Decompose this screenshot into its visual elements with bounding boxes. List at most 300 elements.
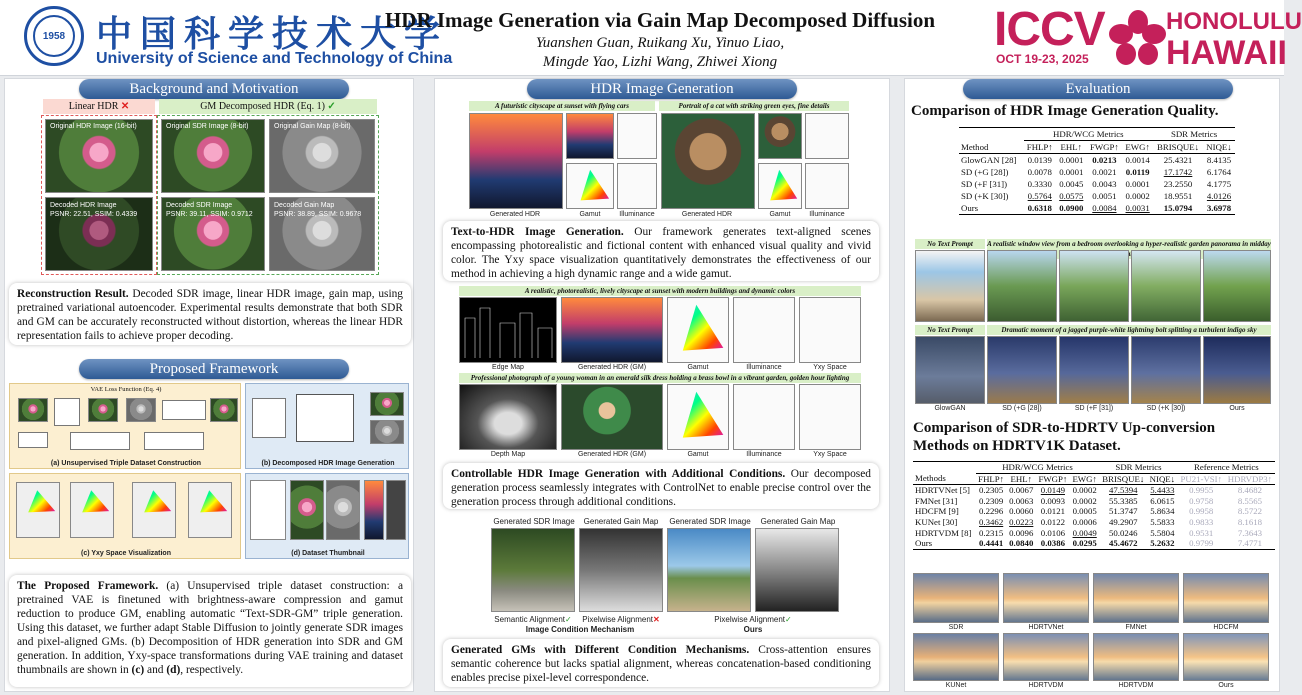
section-header-framework: Proposed Framework bbox=[79, 359, 349, 379]
label-illuminance-1: Illuminance bbox=[619, 211, 655, 218]
t1-group-hdr: HDR/WCG Metrics bbox=[1024, 128, 1154, 141]
t2-col-hdrvdp: HDRVDP3↑ bbox=[1227, 473, 1273, 484]
t1-cell: 6.1764 bbox=[1206, 167, 1232, 177]
yxy-plot-cat bbox=[805, 113, 849, 159]
prompt-window: A realistic window view from a bedroom overlooking a hyper-realistic garden panorama in midday bbox=[987, 239, 1271, 259]
t1-cell: 0.0078 bbox=[1027, 167, 1052, 177]
t2-cell: 8.4682 bbox=[1237, 485, 1263, 496]
fig-a-thumb-4 bbox=[210, 398, 238, 422]
t1-col-ehl: EHL↑ bbox=[1060, 142, 1083, 152]
fig-d-caption: (d) Dataset Thumbnail bbox=[291, 550, 365, 557]
decoded-gm-title: Decoded Gain Map bbox=[274, 202, 335, 209]
label-illum-row3: Illuminance bbox=[746, 451, 782, 458]
generated-sdr-city bbox=[566, 113, 614, 159]
t2-group-ref: Reference Metrics bbox=[1178, 462, 1275, 474]
check-icon: ✓ bbox=[327, 101, 336, 112]
fig-a-panel bbox=[9, 383, 241, 469]
t1-cell: 4.0126 bbox=[1206, 191, 1232, 201]
decoded-sdr-metrics: PSNR: 39.11, SSIM: 0.9712 bbox=[166, 211, 253, 218]
t1-col-fwgp: FWGP↑ bbox=[1089, 142, 1119, 152]
label-edge-map: Edge Map bbox=[492, 364, 524, 371]
column-right bbox=[904, 78, 1280, 692]
t1-cell: 3.6978 bbox=[1206, 203, 1232, 213]
table2-title-line1: Comparison of SDR-to-HDRTV Up-conversion bbox=[913, 420, 1216, 436]
framework-text bbox=[9, 575, 411, 687]
label-gamut-row3: Gamut bbox=[687, 451, 709, 458]
t2-cell: 0.0096 bbox=[1009, 527, 1034, 538]
t2-cell: KUNet [30] bbox=[915, 516, 958, 527]
t2-col-ewg: EWG↑ bbox=[1072, 473, 1097, 484]
sun-label-fmnet: FMNet bbox=[1125, 624, 1147, 631]
sun-fmnet bbox=[1093, 573, 1179, 623]
t2-cell: 8.5722 bbox=[1237, 506, 1263, 517]
condition-heading: Generated GMs with Different Condition Mechanisms. bbox=[451, 644, 750, 656]
t1-cell: 0.0043 bbox=[1092, 179, 1117, 189]
t2-cell: 0.0060 bbox=[1009, 506, 1034, 517]
t2-cell: 5.5833 bbox=[1150, 516, 1175, 527]
table-row bbox=[913, 528, 1275, 539]
t2-cell: 0.2315 bbox=[979, 527, 1004, 538]
t1-cell: 23.2550 bbox=[1163, 179, 1193, 189]
t1-cell: SD (+G [28]) bbox=[961, 167, 1009, 177]
t2-cell: 0.0106 bbox=[1040, 527, 1065, 538]
fig-c-gamut-3 bbox=[137, 489, 173, 515]
t2-cell: 0.9833 bbox=[1189, 516, 1214, 527]
poster-header bbox=[0, 0, 1302, 76]
generated-hdr-cat bbox=[661, 113, 755, 209]
t1-cell: 8.4135 bbox=[1206, 155, 1232, 165]
t1-cell: 0.6318 bbox=[1027, 203, 1052, 213]
t2-cell: 8.5565 bbox=[1237, 495, 1263, 506]
t1-cell: 0.0045 bbox=[1059, 179, 1084, 189]
t2-cell: 0.0002 bbox=[1072, 485, 1097, 496]
strip-lightning-1 bbox=[915, 336, 985, 404]
sun-label-hdrtvnet: HDRTVNet bbox=[1028, 624, 1064, 631]
framework-body-b: (b) Decomposition of HDR generation into SDR and GM generation. In addition, Yxy-space transformations during VAE training and dataset thumbnails are shown in bbox=[17, 636, 403, 676]
t2-cell: 55.3385 bbox=[1108, 495, 1138, 506]
table-row bbox=[913, 506, 1275, 517]
controllable-text bbox=[443, 463, 879, 509]
decoded-sdr-image bbox=[161, 197, 265, 271]
gm-hdr-label bbox=[159, 99, 377, 114]
t2-cell: 0.0386 bbox=[1040, 538, 1065, 549]
text-to-hdr-body: Our framework generates text-aligned scenes encompassing photorealistic and fictional content with enhanced visual quality and vivid color. The Yxy space visualization quantitatively demonstrates the effectiveness of our method in achieving a high dynamic range and a wide gamut. bbox=[451, 226, 871, 280]
fig-c-panel bbox=[9, 473, 241, 559]
poster-authors bbox=[420, 34, 900, 72]
t1-cell: 0.0139 bbox=[1027, 155, 1052, 165]
t2-cell: 0.9958 bbox=[1189, 506, 1214, 517]
gm-hdr-text: GM Decomposed HDR (Eq. 1) bbox=[200, 101, 325, 112]
t2-cell: 0.0121 bbox=[1040, 506, 1065, 517]
sun-ours bbox=[1183, 633, 1269, 681]
t2-cell: 8.1618 bbox=[1237, 516, 1263, 527]
label-gamut-1: Gamut bbox=[579, 211, 601, 218]
t1-cell: 4.1775 bbox=[1206, 179, 1232, 189]
t2-cell: 0.2305 bbox=[979, 485, 1004, 496]
ustc-logo bbox=[24, 6, 84, 66]
t2-col-pu21: PU21-VSI↑ bbox=[1180, 473, 1223, 484]
prompt-lightning: Dramatic moment of a jagged purple-white lightning bolt splitting a turbulent indigo sky bbox=[987, 325, 1271, 335]
prompt-woman: Professional photograph of a young woman in an emerald silk dress holding a brass bowl in a vibrant garden, golden hour lighting bbox=[459, 373, 861, 383]
prompt-cat: Portrait of a cat with striking green eyes, fine details bbox=[659, 101, 849, 111]
fig-c-gamut-2 bbox=[75, 489, 111, 515]
t2-cell: 0.9758 bbox=[1189, 495, 1214, 506]
t2-cell: 0.0295 bbox=[1072, 538, 1097, 549]
fig-d-text-1 bbox=[250, 480, 286, 540]
t1-cell: 0.0001 bbox=[1125, 179, 1150, 189]
t2-cell: 7.4771 bbox=[1237, 538, 1263, 549]
t2-cell: 5.8634 bbox=[1150, 506, 1175, 517]
t2-cell: 0.9799 bbox=[1189, 538, 1214, 549]
iccv-wordmark: ICCV bbox=[994, 3, 1105, 56]
iccv-location-city: HONOLULU bbox=[1166, 8, 1302, 35]
check-icon: ✓ bbox=[565, 615, 572, 624]
label-depth-map: Depth Map bbox=[490, 451, 526, 458]
t2-cell: 49.2907 bbox=[1108, 516, 1138, 527]
t1-col-fhlp: FHLP↑ bbox=[1026, 142, 1053, 152]
t1-cell: 0.0001 bbox=[1059, 167, 1084, 177]
sun-label-hdrtvdm-2: HDRTVDM bbox=[1118, 682, 1154, 689]
fig-b-prompt bbox=[252, 398, 286, 438]
text-to-hdr-heading: Text-to-HDR Image Generation. bbox=[451, 226, 624, 238]
framework-end: , respectively. bbox=[180, 664, 244, 676]
decoded-hdr-title: Decoded HDR Image bbox=[50, 202, 117, 209]
label-illuminance-2: Illuminance bbox=[809, 211, 845, 218]
t2-cell: HDCFM [9] bbox=[915, 506, 959, 517]
t1-cell: 18.9551 bbox=[1163, 191, 1193, 201]
t1-col-ewg: EWG↑ bbox=[1125, 142, 1150, 152]
controllable-body: Our decomposed generation process seamlessly integrates with ControlNet to enable precise control over the generation process through additional conditions. bbox=[451, 468, 871, 508]
label-yxy-row2: Yxy Space bbox=[813, 364, 847, 371]
table-row bbox=[959, 178, 1235, 190]
table-row bbox=[959, 166, 1235, 178]
t2-cell: 6.0615 bbox=[1150, 495, 1175, 506]
t1-col-method: Method bbox=[961, 141, 989, 152]
t2-group-sdr: SDR Metrics bbox=[1099, 462, 1177, 474]
illuminance-plot-cat bbox=[805, 163, 849, 209]
gen-sdr-stream bbox=[491, 528, 575, 612]
semantic-alignment bbox=[491, 615, 575, 624]
t2-cell: 0.0149 bbox=[1040, 485, 1065, 496]
fig-c-plot-1 bbox=[16, 482, 60, 538]
fig-a-thumb-1 bbox=[18, 398, 48, 422]
t1-cell: 0.0575 bbox=[1059, 191, 1084, 201]
fig-b-output-sdr bbox=[370, 392, 404, 416]
pixelwise-alignment-text-1: Pixelwise Alignment bbox=[582, 615, 653, 624]
strip-lightning-2 bbox=[987, 336, 1057, 404]
condition-text bbox=[443, 639, 879, 687]
label-illum-row2: Illuminance bbox=[746, 364, 782, 371]
controllable-heading: Controllable HDR Image Generation with Additional Conditions. bbox=[451, 468, 786, 480]
original-gm-caption: Original Gain Map (8-bit) bbox=[274, 123, 351, 130]
sun-kunet bbox=[913, 633, 999, 681]
strip-label-sdk: SD (+K [30]) bbox=[1146, 405, 1186, 412]
linear-hdr-text: Linear HDR bbox=[68, 101, 119, 112]
gen-gm-stream bbox=[579, 528, 663, 612]
fig-a-dataset bbox=[18, 432, 48, 448]
sun-hdrtvnet bbox=[1003, 573, 1089, 623]
strip-window-3 bbox=[1059, 250, 1129, 322]
illuminance-plot-row2 bbox=[733, 297, 795, 363]
original-hdr-image bbox=[45, 119, 153, 193]
gamut-plot-row2 bbox=[667, 297, 729, 363]
head-gen-gm-1: Generated Gain Map bbox=[583, 517, 659, 526]
t1-group-sdr: SDR Metrics bbox=[1153, 128, 1235, 141]
fig-c-plot-3 bbox=[132, 482, 176, 538]
t2-cell: 0.4441 bbox=[979, 538, 1004, 549]
authors-line-2: Mingde Yao, Lizhi Wang, Zhiwei Xiong bbox=[542, 54, 778, 70]
label-gen-hdr-row2: Generated HDR (GM) bbox=[577, 364, 647, 371]
strip-window-2 bbox=[987, 250, 1057, 322]
ustc-chinese-name: 中国科学技术大学 bbox=[96, 13, 449, 55]
table-sdr-to-hdrtv bbox=[913, 461, 1275, 550]
section-header-evaluation: Evaluation bbox=[963, 79, 1233, 99]
label-generated-hdr-1: Generated HDR bbox=[489, 211, 541, 218]
framework-body-a: (a) Unsupervised triple dataset construction: a pretrained VAE is finetuned with brightness-aware compression and gamut reduction to produce GM, enabling automatic “Text-SDR-GM” triple generation. Using this dataset, we further adapt Stable Diffusion to jointly generate SDR images and pixel-aligned GMs. bbox=[17, 580, 403, 648]
condition-body: Cross-attention ensures semantic coherence but lacks spatial alignment, whereas concatenation-based conditioning enables precise pixel-level correspondence. bbox=[451, 644, 871, 684]
gamut-plot-row3 bbox=[667, 384, 729, 450]
t2-empty bbox=[913, 462, 976, 474]
table-hdr-generation bbox=[959, 127, 1235, 215]
decoded-hdr-metrics: PSNR: 22.51, SSIM: 0.4339 bbox=[50, 211, 138, 218]
t2-cell: 0.0840 bbox=[1009, 538, 1034, 549]
fig-c-gamut-4 bbox=[193, 489, 229, 515]
poster-title: HDR Image Generation via Gain Map Decomposed Diffusion bbox=[384, 8, 936, 32]
t1-cell: 0.0119 bbox=[1125, 167, 1150, 177]
ustc-seal-text: 1958 bbox=[33, 15, 75, 57]
gamut-shape-row3 bbox=[672, 389, 726, 443]
generated-gm-cat bbox=[758, 113, 802, 159]
decoded-hdr-image bbox=[45, 197, 153, 271]
ustc-english-name: University of Science and Technology of China bbox=[96, 50, 453, 67]
t2-cell: Ours bbox=[915, 538, 933, 549]
t2-col-brisque: BRISQUE↓ bbox=[1102, 473, 1145, 484]
fig-d-sdr-2 bbox=[364, 480, 384, 540]
label-yxy-row3: Yxy Space bbox=[813, 451, 847, 458]
label-gamut-row2: Gamut bbox=[687, 364, 709, 371]
t1-cell: 0.5764 bbox=[1027, 191, 1052, 201]
strip-lightning-3 bbox=[1059, 336, 1129, 404]
fig-a-thumb-2 bbox=[88, 398, 118, 422]
t1-cell: 25.4321 bbox=[1163, 155, 1193, 165]
t2-cell: 0.0063 bbox=[1009, 495, 1034, 506]
section-header-generation: HDR Image Generation bbox=[527, 79, 797, 99]
sun-hdrtvdm-1 bbox=[1003, 633, 1089, 681]
t2-cell: 5.2632 bbox=[1150, 538, 1175, 549]
fig-b-unet bbox=[296, 394, 354, 442]
table-row bbox=[913, 538, 1275, 549]
prompt-cityscape-2: A realistic, photorealistic, lively cityscape at sunset with modern buildings and dynamic colors bbox=[459, 286, 861, 296]
table-row bbox=[959, 202, 1235, 215]
table-row bbox=[959, 190, 1235, 202]
decoded-gm-metrics: PSNR: 38.89, SSIM: 0.9678 bbox=[274, 211, 362, 218]
t1-cell: SD (+F [31]) bbox=[961, 179, 1008, 189]
sun-label-kunet: KUNet bbox=[945, 682, 967, 689]
yxy-plot-row3 bbox=[799, 384, 861, 450]
fig-c-plot-4 bbox=[188, 482, 232, 538]
fig-d-gm-1 bbox=[326, 480, 360, 540]
t1-cell: 0.0001 bbox=[1059, 155, 1084, 165]
reconstruction-result-text bbox=[9, 283, 411, 345]
fig-c-caption: (c) Yxy Space Visualization bbox=[80, 550, 171, 557]
label-generated-hdr-2: Generated HDR bbox=[681, 211, 733, 218]
fig-a-thumb-3 bbox=[126, 398, 156, 422]
table2-title-line2: Methods on HDRTV1K Dataset. bbox=[913, 438, 1121, 454]
gamut-plot-cat bbox=[758, 163, 802, 209]
t2-cell: 0.0006 bbox=[1072, 516, 1097, 527]
pixelwise-alignment-good bbox=[711, 615, 795, 624]
cross-icon: ✕ bbox=[120, 101, 130, 112]
t2-cell: 51.3747 bbox=[1108, 506, 1138, 517]
t2-cell: 0.0067 bbox=[1009, 485, 1034, 496]
yxy-plot-row2 bbox=[799, 297, 861, 363]
t2-cell: HDRTVNet [5] bbox=[915, 485, 970, 496]
table-row bbox=[913, 485, 1275, 496]
t2-cell: 0.0223 bbox=[1009, 516, 1034, 527]
authors-line-1: Yuanshen Guan, Ruikang Xu, Yinuo Liao, bbox=[535, 35, 785, 51]
strip-window-5 bbox=[1203, 250, 1271, 322]
fig-b-output-gm bbox=[370, 420, 404, 444]
fig-b-panel bbox=[245, 383, 409, 469]
ours-label: Ours bbox=[743, 625, 763, 634]
table-row bbox=[913, 517, 1275, 528]
head-gen-sdr-1: Generated SDR Image bbox=[493, 517, 575, 526]
mechanism-label: Image Condition Mechanism bbox=[525, 625, 635, 634]
t2-cell: 0.2296 bbox=[979, 506, 1004, 517]
prompt-cityscape: A futuristic cityscape at sunset with flying cars bbox=[469, 101, 655, 111]
original-gain-map bbox=[269, 119, 375, 193]
sun-label-hdcfm: HDCFM bbox=[1213, 624, 1239, 631]
gamut-shape-cat bbox=[763, 168, 799, 204]
t2-cell: 0.3462 bbox=[979, 516, 1004, 527]
t2-col-ehl: EHL↑ bbox=[1010, 473, 1032, 484]
t1-cell: 0.0002 bbox=[1125, 191, 1150, 201]
fig-d-panel bbox=[245, 473, 409, 559]
t1-cell: 0.0213 bbox=[1092, 155, 1117, 165]
t2-cell: 47.5394 bbox=[1108, 485, 1138, 496]
original-sdr-caption: Original SDR Image (8-bit) bbox=[166, 123, 249, 130]
t2-cell: 0.0002 bbox=[1072, 495, 1097, 506]
decoded-gain-map bbox=[269, 197, 375, 271]
t2-cell: 7.3643 bbox=[1237, 527, 1263, 538]
sun-label-ours: Ours bbox=[1218, 682, 1234, 689]
t1-empty bbox=[959, 128, 1024, 141]
t2-cell: FMNet [31] bbox=[915, 495, 958, 506]
strip-window-1 bbox=[915, 250, 985, 322]
fig-a-module bbox=[162, 400, 206, 420]
fig-a-encoder bbox=[54, 398, 80, 426]
t2-cell: 0.2309 bbox=[979, 495, 1004, 506]
text-to-hdr-text bbox=[443, 221, 879, 281]
reconstruction-heading: Reconstruction Result. bbox=[17, 288, 129, 300]
hibiscus-icon bbox=[1110, 10, 1166, 66]
illuminance-plot-city bbox=[617, 163, 657, 209]
fig-d-sdr-1 bbox=[290, 480, 324, 540]
sun-hdcfm bbox=[1183, 573, 1269, 623]
t1-col-niqe: NIQE↓ bbox=[1206, 142, 1232, 152]
t2-cell: 0.0005 bbox=[1072, 506, 1097, 517]
label-gamut-2: Gamut bbox=[769, 211, 791, 218]
generated-hdr-gm-woman bbox=[561, 384, 663, 450]
t1-cell: 0.0021 bbox=[1092, 167, 1117, 177]
t2-cell: 50.0246 bbox=[1108, 527, 1138, 538]
t2-cell: 5.5804 bbox=[1150, 527, 1175, 538]
linear-hdr-label bbox=[43, 99, 155, 114]
t1-cell: Ours bbox=[961, 203, 979, 213]
framework-ref-c: (c) bbox=[131, 664, 145, 676]
t1-cell: SD (+K [30]) bbox=[961, 191, 1009, 201]
t1-cell: 0.0900 bbox=[1059, 203, 1084, 213]
framework-ref-d: (d) bbox=[166, 664, 181, 676]
strip-lightning-4 bbox=[1131, 336, 1201, 404]
strip-label-sdf: SD (+F [31]) bbox=[1074, 405, 1114, 412]
t1-cell: 17.1742 bbox=[1163, 167, 1193, 177]
label-gen-hdr-row3: Generated HDR (GM) bbox=[577, 451, 647, 458]
no-text-prompt-2: No Text Prompt bbox=[915, 325, 985, 335]
original-hdr-caption: Original HDR Image (16-bit) bbox=[50, 123, 137, 130]
t2-col-methods: Methods bbox=[915, 473, 946, 484]
t2-cell: HDRTVDM [8] bbox=[915, 527, 972, 538]
yxy-plot-city bbox=[617, 113, 657, 159]
t2-col-fhlp: FHLP↑ bbox=[978, 473, 1005, 484]
strip-label-glowgan: GlowGAN bbox=[934, 405, 966, 412]
edge-lines bbox=[460, 298, 558, 364]
decoded-sdr-title: Decoded SDR Image bbox=[166, 202, 233, 209]
depth-map bbox=[459, 384, 557, 450]
t1-cell: 0.0031 bbox=[1125, 203, 1150, 213]
t1-cell: 0.3330 bbox=[1027, 179, 1052, 189]
iccv-location-state: HAWAII bbox=[1166, 34, 1287, 72]
t1-cell: 15.0794 bbox=[1163, 203, 1193, 213]
column-middle bbox=[434, 78, 890, 692]
t2-cell: 0.0049 bbox=[1072, 527, 1097, 538]
fig-c-gamut-1 bbox=[21, 489, 57, 515]
cross-icon: ✕ bbox=[653, 615, 660, 624]
t2-group-hdr: HDR/WCG Metrics bbox=[976, 462, 1100, 474]
gen-gm-coast bbox=[755, 528, 839, 612]
edge-map bbox=[459, 297, 557, 363]
table-row bbox=[913, 496, 1275, 507]
column-left bbox=[4, 78, 414, 692]
t2-cell: 45.4672 bbox=[1108, 538, 1138, 549]
table1-title: Comparison of HDR Image Generation Quality. bbox=[911, 103, 1219, 119]
fig-a-caption: (a) Unsupervised Triple Dataset Construction bbox=[50, 460, 202, 467]
fig-d-gm-2 bbox=[386, 480, 406, 540]
strip-label-ours: Ours bbox=[1229, 405, 1245, 412]
t2-col-fwgp: FWGP↑ bbox=[1038, 473, 1068, 484]
gamut-plot-city bbox=[566, 163, 614, 209]
section-header-background: Background and Motivation bbox=[79, 79, 349, 99]
t2-cell: 0.0122 bbox=[1040, 516, 1065, 527]
vae-loss-label: VAE Loss Function (Eq. 4) bbox=[90, 386, 162, 393]
strip-lightning-5 bbox=[1203, 336, 1271, 404]
fig-a-gamut bbox=[144, 432, 204, 450]
pixelwise-alignment-text-2: Pixelwise Alignment bbox=[714, 615, 785, 624]
table2-title bbox=[913, 419, 1215, 455]
generated-hdr-gm-city bbox=[561, 297, 663, 363]
strip-label-sdg: SD (+G [28]) bbox=[1002, 405, 1042, 412]
reconstruction-body: Decoded SDR image, linear HDR image, gain map, using pretrained variational autoencoder. Experimental results demonstrate that both SDR and GM can be accurately reconstructed without distortion, whereas the linear HDR representation fails to achieve proper decoding. bbox=[17, 288, 403, 342]
fig-b-caption: (b) Decomposed HDR Image Generation bbox=[261, 460, 395, 467]
strip-window-4 bbox=[1131, 250, 1201, 322]
framework-and: and bbox=[144, 664, 167, 676]
pixelwise-alignment-bad bbox=[579, 615, 663, 624]
t2-cell: 5.4433 bbox=[1150, 485, 1175, 496]
fig-a-compression bbox=[70, 432, 130, 450]
check-icon: ✓ bbox=[785, 615, 792, 624]
t1-cell: GlowGAN [28] bbox=[961, 155, 1017, 165]
t1-cell: 0.0051 bbox=[1092, 191, 1117, 201]
